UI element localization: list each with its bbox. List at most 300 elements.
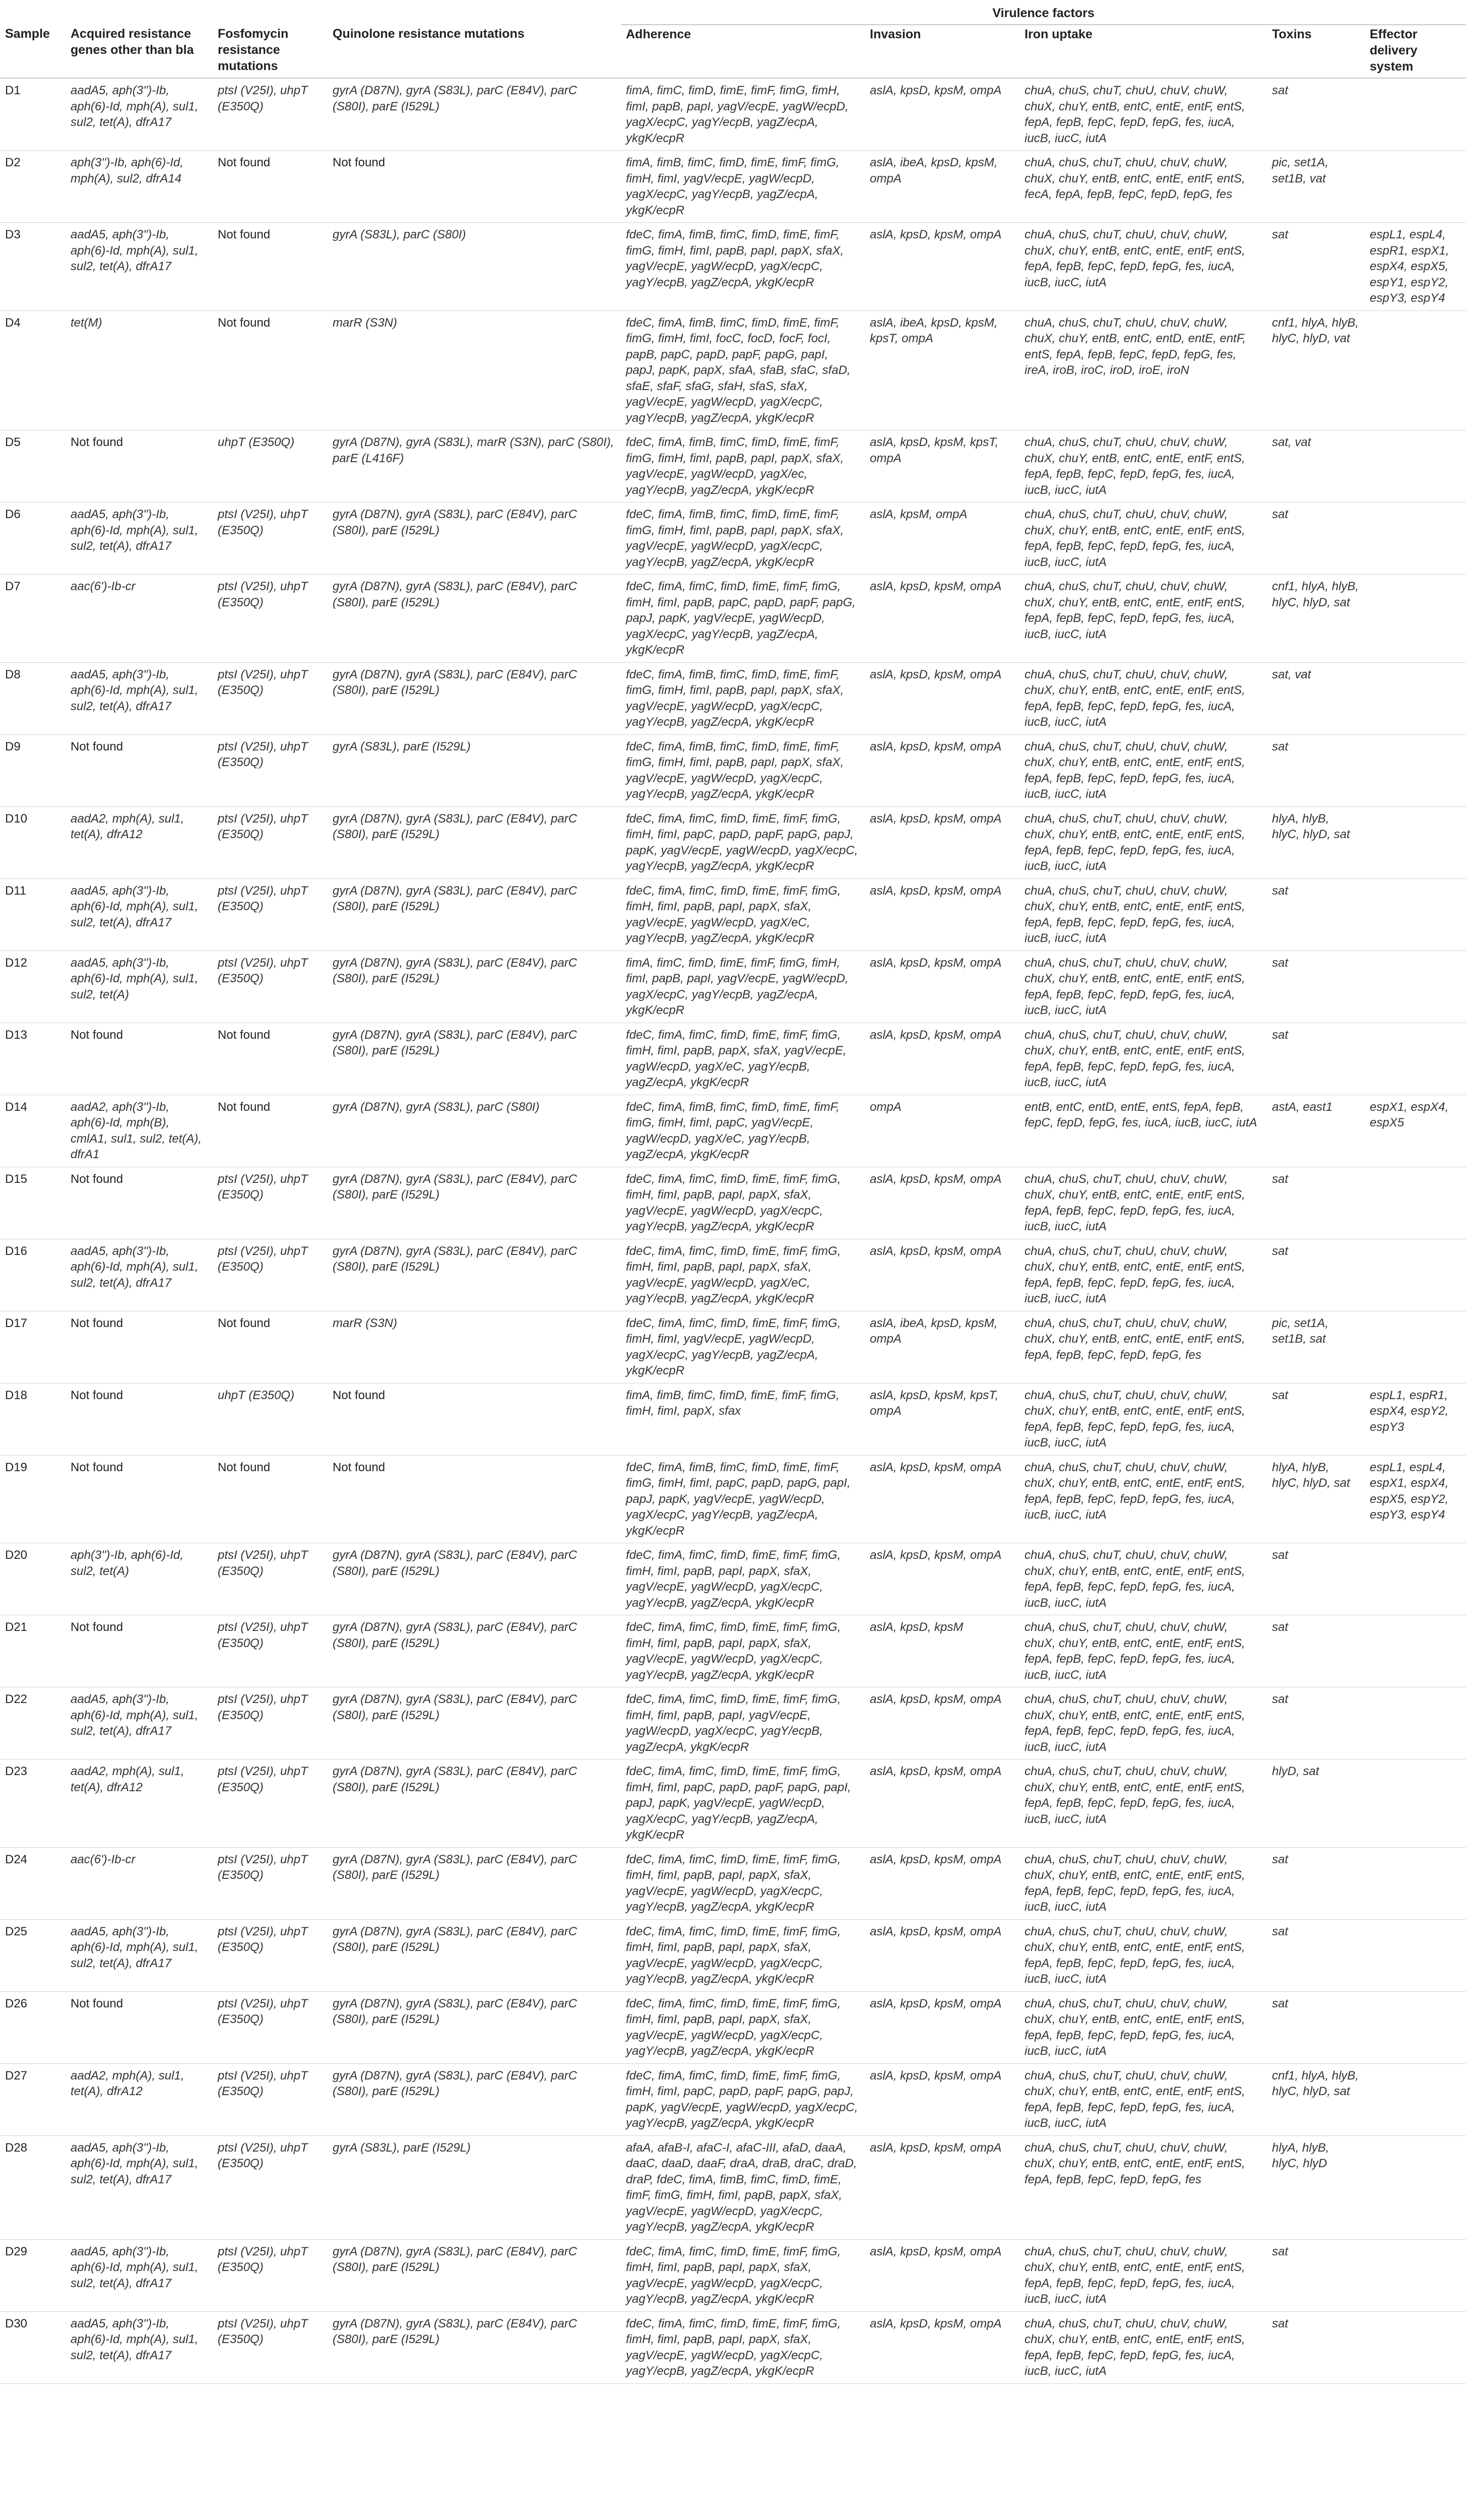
cell-sample: D12 bbox=[0, 951, 66, 1023]
table-row bbox=[0, 1383, 1466, 1455]
cell-effector bbox=[1365, 951, 1466, 1023]
cell-sample: D27 bbox=[0, 2063, 66, 2135]
cell-iron-uptake: chuA, chuS, chuT, chuU, chuV, chuW, chuX, chuY, entB, entC, entE, entF, entS, fepA, fepB, fepC, fepD, fepG, fes, iucA, iucB, iucC, iutA bbox=[1019, 734, 1267, 806]
cell-fosfomycin: ptsI (V25I), uhpT (E350Q) bbox=[213, 2063, 328, 2135]
cell-sample: D3 bbox=[0, 223, 66, 311]
cell-iron-uptake: chuA, chuS, chuT, chuU, chuV, chuW, chuX, chuY, entB, entC, entE, entF, entS, fepA, fepB, fepC, fepD, fepG, fes, iucA, iucB, iucC, iutA bbox=[1019, 223, 1267, 311]
cell-resistance-genes: tet(M) bbox=[66, 310, 213, 430]
cell-quinolone: gyrA (D87N), gyrA (S83L), parC (E84V), parC (S80I), parE (I529L) bbox=[328, 1991, 621, 2063]
cell-invasion: aslA, kpsD, kpsM, ompA bbox=[865, 662, 1019, 734]
cell-iron-uptake: chuA, chuS, chuT, chuU, chuV, chuW, chuX, chuY, entB, entC, entE, entF, entS, fepA, fepB, fepC, fepD, fepG, fes, iucA, iucB, iucC, iutA bbox=[1019, 951, 1267, 1023]
cell-adherence: fdeC, fimA, fimB, fimC, fimD, fimE, fimF, fimG, fimH, fimI, papB, papI, papX, sfaX, yagV/ecpE, yagW/ecpD, yagX/ecpC, yagY/ecpB, yagZ/ecpA, ykgK/ecpR bbox=[621, 734, 865, 806]
cell-invasion: aslA, kpsD, kpsM, ompA bbox=[865, 575, 1019, 663]
cell-sample: D24 bbox=[0, 1847, 66, 1919]
cell-invasion: aslA, kpsD, kpsM, ompA bbox=[865, 951, 1019, 1023]
table-row bbox=[0, 78, 1466, 151]
cell-toxins: astA, east1 bbox=[1267, 1095, 1365, 1167]
cell-adherence: fimA, fimB, fimC, fimD, fimE, fimF, fimG, fimH, fimI, papX, sfax bbox=[621, 1383, 865, 1455]
cell-toxins: sat bbox=[1267, 878, 1365, 951]
cell-resistance-genes: aadA5, aph(3'')-Ib, aph(6)-Id, mph(A), sul1, sul2, tet(A), dfrA17 bbox=[66, 502, 213, 575]
cell-fosfomycin: ptsI (V25I), uhpT (E350Q) bbox=[213, 2311, 328, 2383]
cell-quinolone: Not found bbox=[328, 1383, 621, 1455]
cell-invasion: aslA, kpsD, kpsM, ompA bbox=[865, 2063, 1019, 2135]
cell-adherence: fimA, fimC, fimD, fimE, fimF, fimG, fimH, fimI, papB, papI, yagV/ecpE, yagW/ecpD, yagX/ecpC, yagY/ecpB, yagZ/ecpA, ykgK/ecpR bbox=[621, 951, 865, 1023]
cell-adherence: fdeC, fimA, fimB, fimC, fimD, fimE, fimF, fimG, fimH, fimI, papB, papI, papX, sfaX, yagV/ecpE, yagW/ecpD, yagX/ecpC, yagY/ecpB, yagZ/ecpA, ykgK/ecpR bbox=[621, 662, 865, 734]
cell-invasion: aslA, kpsD, kpsM, ompA bbox=[865, 1687, 1019, 1759]
cell-iron-uptake: chuA, chuS, chuT, chuU, chuV, chuW, chuX, chuY, entB, entC, entE, entF, entS, fepA, fepB, fepC, fepD, fepG, fes, iucA, iucB, iucC, iutA bbox=[1019, 575, 1267, 663]
cell-fosfomycin: Not found bbox=[213, 1311, 328, 1383]
cell-fosfomycin: ptsI (V25I), uhpT (E350Q) bbox=[213, 806, 328, 878]
cell-iron-uptake: entB, entC, entD, entE, entS, fepA, fepB, fepC, fepD, fepG, fes, iucA, iucB, iucC, iutA bbox=[1019, 1095, 1267, 1167]
cell-resistance-genes: aadA5, aph(3'')-Ib, aph(6)-Id, mph(A), sul1, sul2, tet(A), dfrA17 bbox=[66, 2239, 213, 2311]
cell-resistance-genes: Not found bbox=[66, 734, 213, 806]
cell-adherence: fdeC, fimA, fimC, fimD, fimE, fimF, fimG, fimH, fimI, papC, papD, papF, papG, papJ, papK, yagV/ecpE, yagW/ecpD, yagX/ecpC, yagY/ecpB, yagZ/ecpA, ykgK/ecpR bbox=[621, 2063, 865, 2135]
cell-fosfomycin: Not found bbox=[213, 1023, 328, 1095]
cell-invasion: aslA, kpsD, kpsM bbox=[865, 1615, 1019, 1687]
cell-resistance-genes: aadA5, aph(3'')-Ib, aph(6)-Id, mph(A), sul1, sul2, tet(A), dfrA17 bbox=[66, 1919, 213, 1991]
cell-sample: D9 bbox=[0, 734, 66, 806]
table-row bbox=[0, 1919, 1466, 1991]
cell-adherence: fdeC, fimA, fimC, fimD, fimE, fimF, fimG, fimH, fimI, papB, papI, papX, sfaX, yagV/ecpE, yagW/ecpD, yagX/ecpC, yagY/ecpB, yagZ/ecpA, ykgK/ecpR bbox=[621, 1615, 865, 1687]
cell-fosfomycin: ptsI (V25I), uhpT (E350Q) bbox=[213, 78, 328, 151]
cell-adherence: fdeC, fimA, fimB, fimC, fimD, fimE, fimF, fimG, fimH, fimI, papB, papI, papX, sfaX, yagV/ecpE, yagW/ecpD, yagX/ecpC, yagY/ecpB, yagZ/ecpA, ykgK/ecpR bbox=[621, 502, 865, 575]
cell-adherence: fdeC, fimA, fimC, fimD, fimE, fimF, fimG, fimH, fimI, papB, papI, papX, sfaX, yagV/ecpE, yagW/ecpD, yagX/eC, yagY/ecpB, yagZ/ecpA, ykgK/ecpR bbox=[621, 878, 865, 951]
cell-effector bbox=[1365, 1239, 1466, 1311]
cell-fosfomycin: ptsI (V25I), uhpT (E350Q) bbox=[213, 1991, 328, 2063]
header-adherence: Adherence bbox=[621, 25, 865, 78]
cell-quinolone: Not found bbox=[328, 1455, 621, 1543]
cell-toxins: pic, set1A, set1B, vat bbox=[1267, 151, 1365, 223]
cell-iron-uptake: chuA, chuS, chuT, chuU, chuV, chuW, chuX, chuY, entB, entC, entE, entF, entS, fepA, fepB, fepC, fepD, fepG, fes, iucA, iucB, iucC, iutA bbox=[1019, 2239, 1267, 2311]
cell-quinolone: gyrA (S83L), parE (I529L) bbox=[328, 734, 621, 806]
cell-toxins: sat bbox=[1267, 1919, 1365, 1991]
cell-iron-uptake: chuA, chuS, chuT, chuU, chuV, chuW, chuX, chuY, entB, entC, entE, entF, entS, fepA, fepB, fepC, fepD, fepG, fes, iucA, iucB, iucC, iutA bbox=[1019, 1455, 1267, 1543]
cell-iron-uptake: chuA, chuS, chuT, chuU, chuV, chuW, chuX, chuY, entB, entC, entE, entF, entS, fepA, fepB, fepC, fepD, fepG, fes bbox=[1019, 1311, 1267, 1383]
cell-sample: D5 bbox=[0, 430, 66, 502]
cell-adherence: fdeC, fimA, fimC, fimD, fimE, fimF, fimG, fimH, fimI, papB, papI, yagV/ecpE, yagW/ecpD, yagX/ecpC, yagY/ecpB, yagZ/ecpA, ykgK/ecpR bbox=[621, 1687, 865, 1759]
cell-resistance-genes: aadA2, mph(A), sul1, tet(A), dfrA12 bbox=[66, 2063, 213, 2135]
header-acquired-resistance: Acquired resistance genes other than bla bbox=[66, 25, 213, 78]
table-row bbox=[0, 878, 1466, 951]
cell-adherence: fdeC, fimA, fimB, fimC, fimD, fimE, fimF, fimG, fimH, fimI, papC, papD, papG, papI, papJ, papK, yagV/ecpE, yagW/ecpD, yagX/ecpC, yagY/ecpB, yagZ/ecpA, ykgK/ecpR bbox=[621, 1455, 865, 1543]
cell-invasion: aslA, kpsD, kpsM, ompA bbox=[865, 1455, 1019, 1543]
cell-iron-uptake: chuA, chuS, chuT, chuU, chuV, chuW, chuX, chuY, entB, entC, entE, entF, entS, fepA, fepB, fepC, fepD, fepG, fes, iucA, iucB, iucC, iutA bbox=[1019, 1759, 1267, 1848]
cell-toxins: cnf1, hlyA, hlyB, hlyC, hlyD, sat bbox=[1267, 2063, 1365, 2135]
table-row bbox=[0, 1167, 1466, 1239]
cell-effector bbox=[1365, 502, 1466, 575]
virulence-factors-header: Virulence factors bbox=[621, 4, 1466, 25]
cell-iron-uptake: chuA, chuS, chuT, chuU, chuV, chuW, chuX, chuY, entB, entC, entE, entF, entS, fepA, fepB, fepC, fepD, fepG, fes, iucA, iucB, iucC, iutA bbox=[1019, 1919, 1267, 1991]
cell-effector: espL1, espR1, espX4, espY2, espY3 bbox=[1365, 1383, 1466, 1455]
cell-resistance-genes: Not found bbox=[66, 1167, 213, 1239]
cell-quinolone: gyrA (S83L), parE (I529L) bbox=[328, 2135, 621, 2239]
cell-resistance-genes: aadA2, mph(A), sul1, tet(A), dfrA12 bbox=[66, 1759, 213, 1848]
table-body bbox=[0, 78, 1466, 2383]
cell-invasion: aslA, kpsD, kpsM, ompA bbox=[865, 1543, 1019, 1615]
cell-iron-uptake: chuA, chuS, chuT, chuU, chuV, chuW, chuX, chuY, entB, entC, entE, entF, entS, fepA, fepB, fepC, fepD, fepG, fes, iucA, iucB, iucC, iutA bbox=[1019, 1383, 1267, 1455]
cell-sample: D17 bbox=[0, 1311, 66, 1383]
cell-resistance-genes: aadA5, aph(3'')-Ib, aph(6)-Id, mph(A), sul1, sul2, tet(A), dfrA17 bbox=[66, 2135, 213, 2239]
header-toxins: Toxins bbox=[1267, 25, 1365, 78]
cell-sample: D22 bbox=[0, 1687, 66, 1759]
cell-fosfomycin: ptsI (V25I), uhpT (E350Q) bbox=[213, 1167, 328, 1239]
cell-toxins: sat bbox=[1267, 1991, 1365, 2063]
cell-sample: D16 bbox=[0, 1239, 66, 1311]
cell-invasion: aslA, kpsD, kpsM, kpsT, ompA bbox=[865, 430, 1019, 502]
table-row bbox=[0, 806, 1466, 878]
header-invasion: Invasion bbox=[865, 25, 1019, 78]
cell-resistance-genes: aadA5, aph(3'')-Ib, aph(6)-Id, mph(A), sul1, sul2, tet(A), dfrA17 bbox=[66, 878, 213, 951]
cell-quinolone: gyrA (D87N), gyrA (S83L), parC (S80I) bbox=[328, 1095, 621, 1167]
cell-iron-uptake: chuA, chuS, chuT, chuU, chuV, chuW, chuX, chuY, entB, entC, entD, entE, entF, entS, fepA, fepB, fepC, fepD, fepG, fes, ireA, iroB, iroC, iroD, iroE, iroN bbox=[1019, 310, 1267, 430]
cell-iron-uptake: chuA, chuS, chuT, chuU, chuV, chuW, chuX, chuY, entB, entC, entE, entF, entS, fepA, fepB, fepC, fepD, fepG, fes, iucA, iucB, iucC, iutA bbox=[1019, 1615, 1267, 1687]
cell-fosfomycin: Not found bbox=[213, 1455, 328, 1543]
cell-toxins: sat bbox=[1267, 502, 1365, 575]
cell-quinolone: gyrA (D87N), gyrA (S83L), parC (E84V), parC (S80I), parE (I529L) bbox=[328, 1167, 621, 1239]
table-row bbox=[0, 223, 1466, 311]
cell-toxins: sat bbox=[1267, 734, 1365, 806]
cell-sample: D2 bbox=[0, 151, 66, 223]
cell-quinolone: gyrA (D87N), gyrA (S83L), parC (E84V), parC (S80I), parE (I529L) bbox=[328, 1759, 621, 1848]
cell-toxins: sat bbox=[1267, 1543, 1365, 1615]
table-row bbox=[0, 1455, 1466, 1543]
cell-iron-uptake: chuA, chuS, chuT, chuU, chuV, chuW, chuX, chuY, entB, entC, entE, entF, entS, fepA, fepB, fepC, fepD, fepG, fes, iucA, iucB, iucC, iutA bbox=[1019, 2311, 1267, 2383]
cell-toxins: sat, vat bbox=[1267, 662, 1365, 734]
cell-sample: D13 bbox=[0, 1023, 66, 1095]
cell-fosfomycin: ptsI (V25I), uhpT (E350Q) bbox=[213, 878, 328, 951]
cell-quinolone: gyrA (D87N), gyrA (S83L), parC (E84V), parC (S80I), parE (I529L) bbox=[328, 806, 621, 878]
cell-fosfomycin: ptsI (V25I), uhpT (E350Q) bbox=[213, 502, 328, 575]
cell-quinolone: gyrA (D87N), gyrA (S83L), parC (E84V), parC (S80I), parE (I529L) bbox=[328, 878, 621, 951]
cell-invasion: aslA, kpsD, kpsM, ompA bbox=[865, 1023, 1019, 1095]
table-row bbox=[0, 2063, 1466, 2135]
cell-effector bbox=[1365, 1311, 1466, 1383]
column-header-row bbox=[0, 25, 1466, 78]
cell-quinolone: gyrA (D87N), gyrA (S83L), parC (E84V), parC (S80I), parE (I529L) bbox=[328, 2311, 621, 2383]
cell-resistance-genes: aac(6')-Ib-cr bbox=[66, 1847, 213, 1919]
cell-effector bbox=[1365, 1759, 1466, 1848]
cell-fosfomycin: uhpT (E350Q) bbox=[213, 1383, 328, 1455]
cell-sample: D21 bbox=[0, 1615, 66, 1687]
cell-toxins: sat bbox=[1267, 1383, 1365, 1455]
cell-effector bbox=[1365, 662, 1466, 734]
table-row bbox=[0, 1095, 1466, 1167]
cell-iron-uptake: chuA, chuS, chuT, chuU, chuV, chuW, chuX, chuY, entB, entC, entE, entF, entS, fepA, fepB, fepC, fepD, fepG, fes, iucA, iucB, iucC, iutA bbox=[1019, 1991, 1267, 2063]
cell-adherence: fimA, fimB, fimC, fimD, fimE, fimF, fimG, fimH, fimI, yagV/ecpE, yagW/ecpD, yagX/ecpC, yagY/ecpB, yagZ/ecpA, ykgK/ecpR bbox=[621, 151, 865, 223]
cell-invasion: aslA, kpsD, kpsM, ompA bbox=[865, 1239, 1019, 1311]
cell-toxins: hlyA, hlyB, hlyC, hlyD bbox=[1267, 2135, 1365, 2239]
cell-fosfomycin: ptsI (V25I), uhpT (E350Q) bbox=[213, 1919, 328, 1991]
cell-fosfomycin: ptsI (V25I), uhpT (E350Q) bbox=[213, 734, 328, 806]
table-row bbox=[0, 1311, 1466, 1383]
cell-toxins: hlyA, hlyB, hlyC, hlyD, sat bbox=[1267, 806, 1365, 878]
cell-resistance-genes: aadA5, aph(3'')-Ib, aph(6)-Id, mph(A), sul1, sul2, tet(A), dfrA17 bbox=[66, 223, 213, 311]
cell-quinolone: marR (S3N) bbox=[328, 310, 621, 430]
cell-toxins: sat bbox=[1267, 1239, 1365, 1311]
cell-adherence: fdeC, fimA, fimB, fimC, fimD, fimE, fimF, fimG, fimH, fimI, focC, focD, focF, focI, papB, papC, papD, papF, papG, papI, papJ, papK, papX, sfaA, sfaB, sfaC, sfaD, sfaE, sfaF, sfaG, sfaH, sfaS, sfaX, yagV/ecpE, yagW/ecpD, yagX/ecpC, yagY/ecpB, yagZ/ecpA, ykgK/ecpR bbox=[621, 310, 865, 430]
cell-sample: D4 bbox=[0, 310, 66, 430]
cell-sample: D20 bbox=[0, 1543, 66, 1615]
cell-effector bbox=[1365, 430, 1466, 502]
cell-resistance-genes: aac(6')-Ib-cr bbox=[66, 575, 213, 663]
cell-effector bbox=[1365, 806, 1466, 878]
header-effector-delivery: Effector delivery system bbox=[1365, 25, 1466, 78]
cell-adherence: fdeC, fimA, fimC, fimD, fimE, fimF, fimG, fimH, fimI, papB, papC, papD, papF, papG, papJ, papK, yagV/ecpE, yagW/ecpD, yagX/ecpC, yagY/ecpB, yagZ/ecpA, ykgK/ecpR bbox=[621, 575, 865, 663]
cell-toxins: pic, set1A, set1B, sat bbox=[1267, 1311, 1365, 1383]
table-row bbox=[0, 310, 1466, 430]
cell-resistance-genes: Not found bbox=[66, 1311, 213, 1383]
cell-fosfomycin: Not found bbox=[213, 310, 328, 430]
cell-effector bbox=[1365, 2135, 1466, 2239]
cell-toxins: sat bbox=[1267, 1615, 1365, 1687]
cell-resistance-genes: aadA5, aph(3'')-Ib, aph(6)-Id, mph(A), sul1, sul2, tet(A) bbox=[66, 951, 213, 1023]
table-row bbox=[0, 1615, 1466, 1687]
cell-invasion: aslA, kpsD, kpsM, ompA bbox=[865, 1167, 1019, 1239]
cell-adherence: fdeC, fimA, fimB, fimC, fimD, fimE, fimF, fimG, fimH, fimI, papC, yagV/ecpE, yagW/ecpD, yagX/eC, yagY/ecpB, yagZ/ecpA, ykgK/ecpR bbox=[621, 1095, 865, 1167]
cell-sample: D7 bbox=[0, 575, 66, 663]
cell-iron-uptake: chuA, chuS, chuT, chuU, chuV, chuW, chuX, chuY, entB, entC, entE, entF, entS, fepA, fepB, fepC, fepD, fepG, fes bbox=[1019, 2135, 1267, 2239]
cell-resistance-genes: Not found bbox=[66, 1615, 213, 1687]
cell-sample: D11 bbox=[0, 878, 66, 951]
table-row bbox=[0, 1847, 1466, 1919]
cell-resistance-genes: aph(3'')-Ib, aph(6)-Id, sul2, tet(A) bbox=[66, 1543, 213, 1615]
cell-quinolone: gyrA (D87N), gyrA (S83L), parC (E84V), parC (S80I), parE (I529L) bbox=[328, 1023, 621, 1095]
cell-adherence: fdeC, fimA, fimC, fimD, fimE, fimF, fimG, fimH, fimI, papB, papI, papX, sfaX, yagV/ecpE, yagW/ecpD, yagX/ecpC, yagY/ecpB, yagZ/ecpA, ykgK/ecpR bbox=[621, 1919, 865, 1991]
cell-adherence: fimA, fimC, fimD, fimE, fimF, fimG, fimH, fimI, papB, papI, yagV/ecpE, yagW/ecpD, yagX/ecpC, yagY/ecpB, yagZ/ecpA, ykgK/ecpR bbox=[621, 78, 865, 151]
cell-sample: D6 bbox=[0, 502, 66, 575]
cell-invasion: aslA, kpsD, kpsM, ompA bbox=[865, 1847, 1019, 1919]
cell-iron-uptake: chuA, chuS, chuT, chuU, chuV, chuW, chuX, chuY, entB, entC, entE, entF, entS, fepA, fepB, fepC, fepD, fepG, fes, iucA, iucB, iucC, iutA bbox=[1019, 1543, 1267, 1615]
cell-fosfomycin: Not found bbox=[213, 223, 328, 311]
cell-adherence: afaA, afaB-I, afaC-I, afaC-III, afaD, daaA, daaC, daaD, daaF, draA, draB, draC, draD, draP, fdeC, fimA, fimB, fimC, fimD, fimE, fimF, fimG, fimH, fimI, papB, papX, sfaX, yagV/ecpE, yagW/ecpD, yagX/ecpC, yagY/ecpB, yagZ/ecpA, ykgK/ecpR bbox=[621, 2135, 865, 2239]
cell-resistance-genes: aadA5, aph(3'')-Ib, aph(6)-Id, mph(A), sul1, sul2, tet(A), dfrA17 bbox=[66, 1239, 213, 1311]
cell-iron-uptake: chuA, chuS, chuT, chuU, chuV, chuW, chuX, chuY, entB, entC, entE, entF, entS, fepA, fepB, fepC, fepD, fepG, fes, iucA, iucB, iucC, iutA bbox=[1019, 2063, 1267, 2135]
cell-toxins: sat bbox=[1267, 1687, 1365, 1759]
cell-effector bbox=[1365, 151, 1466, 223]
cell-iron-uptake: chuA, chuS, chuT, chuU, chuV, chuW, chuX, chuY, entB, entC, entE, entF, entS, fepA, fepB, fepC, fepD, fepG, fes, iucA, iucB, iucC, iutA bbox=[1019, 1167, 1267, 1239]
cell-resistance-genes: aadA5, aph(3'')-Ib, aph(6)-Id, mph(A), sul1, sul2, tet(A), dfrA17 bbox=[66, 78, 213, 151]
cell-invasion: aslA, kpsD, kpsM, ompA bbox=[865, 806, 1019, 878]
cell-effector bbox=[1365, 2239, 1466, 2311]
cell-adherence: fdeC, fimA, fimC, fimD, fimE, fimF, fimG, fimH, fimI, papB, papI, papX, sfaX, yagV/ecpE, yagW/ecpD, yagX/ecpC, yagY/ecpB, yagZ/ecpA, ykgK/ecpR bbox=[621, 2239, 865, 2311]
cell-fosfomycin: ptsI (V25I), uhpT (E350Q) bbox=[213, 1847, 328, 1919]
table-row bbox=[0, 734, 1466, 806]
cell-effector bbox=[1365, 2311, 1466, 2383]
cell-resistance-genes: aph(3'')-Ib, aph(6)-Id, mph(A), sul2, dfrA14 bbox=[66, 151, 213, 223]
table-row bbox=[0, 1543, 1466, 1615]
table-row bbox=[0, 662, 1466, 734]
cell-iron-uptake: chuA, chuS, chuT, chuU, chuV, chuW, chuX, chuY, entB, entC, entE, entF, entS, fepA, fepB, fepC, fepD, fepG, fes, iucA, iucB, iucC, iutA bbox=[1019, 78, 1267, 151]
cell-sample: D10 bbox=[0, 806, 66, 878]
cell-iron-uptake: chuA, chuS, chuT, chuU, chuV, chuW, chuX, chuY, entB, entC, entE, entF, entS, fepA, fepB, fepC, fepD, fepG, fes, iucA, iucB, iucC, iutA bbox=[1019, 878, 1267, 951]
cell-effector bbox=[1365, 734, 1466, 806]
cell-effector bbox=[1365, 78, 1466, 151]
table-row bbox=[0, 1687, 1466, 1759]
cell-iron-uptake: chuA, chuS, chuT, chuU, chuV, chuW, chuX, chuY, entB, entC, entE, entF, entS, fepA, fepB, fepC, fepD, fepG, fes, iucA, iucB, iucC, iutA bbox=[1019, 662, 1267, 734]
cell-quinolone: gyrA (D87N), gyrA (S83L), parC (E84V), parC (S80I), parE (I529L) bbox=[328, 951, 621, 1023]
cell-effector bbox=[1365, 310, 1466, 430]
cell-fosfomycin: ptsI (V25I), uhpT (E350Q) bbox=[213, 951, 328, 1023]
cell-quinolone: gyrA (D87N), gyrA (S83L), parC (E84V), parC (S80I), parE (I529L) bbox=[328, 1239, 621, 1311]
cell-invasion: aslA, ibeA, kpsD, kpsM, kpsT, ompA bbox=[865, 310, 1019, 430]
cell-resistance-genes: Not found bbox=[66, 1023, 213, 1095]
cell-invasion: aslA, kpsD, kpsM, ompA bbox=[865, 2311, 1019, 2383]
cell-toxins: cnf1, hlyA, hlyB, hlyC, hlyD, sat bbox=[1267, 575, 1365, 663]
cell-fosfomycin: Not found bbox=[213, 1095, 328, 1167]
cell-adherence: fdeC, fimA, fimC, fimD, fimE, fimF, fimG, fimH, fimI, papB, papI, papX, sfaX, yagV/ecpE, yagW/ecpD, yagX/ecpC, yagY/ecpB, yagZ/ecpA, ykgK/ecpR bbox=[621, 1991, 865, 2063]
cell-quinolone: gyrA (D87N), gyrA (S83L), parC (E84V), parC (S80I), parE (I529L) bbox=[328, 1919, 621, 1991]
cell-toxins: hlyD, sat bbox=[1267, 1759, 1365, 1848]
cell-effector bbox=[1365, 1991, 1466, 2063]
cell-sample: D30 bbox=[0, 2311, 66, 2383]
cell-effector bbox=[1365, 1023, 1466, 1095]
cell-effector bbox=[1365, 878, 1466, 951]
cell-invasion: aslA, ibeA, kpsD, kpsM, ompA bbox=[865, 151, 1019, 223]
cell-resistance-genes: aadA5, aph(3'')-Ib, aph(6)-Id, mph(A), sul1, sul2, tet(A), dfrA17 bbox=[66, 1687, 213, 1759]
cell-effector bbox=[1365, 1687, 1466, 1759]
cell-sample: D8 bbox=[0, 662, 66, 734]
cell-invasion: aslA, kpsD, kpsM, ompA bbox=[865, 1759, 1019, 1848]
cell-adherence: fdeC, fimA, fimC, fimD, fimE, fimF, fimG, fimH, fimI, papB, papI, papX, sfaX, yagV/ecpE, yagW/ecpD, yagX/ecpC, yagY/ecpB, yagZ/ecpA, ykgK/ecpR bbox=[621, 1847, 865, 1919]
cell-quinolone: gyrA (D87N), gyrA (S83L), parC (E84V), parC (S80I), parE (I529L) bbox=[328, 1687, 621, 1759]
cell-iron-uptake: chuA, chuS, chuT, chuU, chuV, chuW, chuX, chuY, entB, entC, entE, entF, entS, fepA, fepB, fepC, fepD, fepG, fes, iucA, iucB, iucC, iutA bbox=[1019, 1023, 1267, 1095]
cell-sample: D25 bbox=[0, 1919, 66, 1991]
cell-resistance-genes: aadA5, aph(3'')-Ib, aph(6)-Id, mph(A), sul1, sul2, tet(A), dfrA17 bbox=[66, 2311, 213, 2383]
cell-adherence: fdeC, fimA, fimC, fimD, fimE, fimF, fimG, fimH, fimI, papB, papI, papX, sfaX, yagV/ecpE, yagW/ecpD, yagX/ecpC, yagY/ecpB, yagZ/ecpA, ykgK/ecpR bbox=[621, 1167, 865, 1239]
cell-invasion: aslA, kpsD, kpsM, ompA bbox=[865, 2239, 1019, 2311]
cell-sample: D19 bbox=[0, 1455, 66, 1543]
cell-toxins: hlyA, hlyB, hlyC, hlyD, sat bbox=[1267, 1455, 1365, 1543]
cell-quinolone: gyrA (D87N), gyrA (S83L), parC (E84V), parC (S80I), parE (I529L) bbox=[328, 78, 621, 151]
cell-fosfomycin: ptsI (V25I), uhpT (E350Q) bbox=[213, 1543, 328, 1615]
cell-quinolone: gyrA (D87N), gyrA (S83L), parC (E84V), parC (S80I), parE (I529L) bbox=[328, 1615, 621, 1687]
cell-quinolone: Not found bbox=[328, 151, 621, 223]
cell-effector: espL1, espL4, espX1, espX4, espX5, espY2, espY3, espY4 bbox=[1365, 1455, 1466, 1543]
cell-fosfomycin: ptsI (V25I), uhpT (E350Q) bbox=[213, 1239, 328, 1311]
cell-iron-uptake: chuA, chuS, chuT, chuU, chuV, chuW, chuX, chuY, entB, entC, entE, entF, entS, fepA, fepB, fepC, fepD, fepG, fes, iucA, iucB, iucC, iutA bbox=[1019, 430, 1267, 502]
cell-sample: D15 bbox=[0, 1167, 66, 1239]
table-row bbox=[0, 2311, 1466, 2383]
cell-fosfomycin: ptsI (V25I), uhpT (E350Q) bbox=[213, 1759, 328, 1848]
table-row bbox=[0, 951, 1466, 1023]
cell-invasion: aslA, kpsD, kpsM, ompA bbox=[865, 2135, 1019, 2239]
cell-effector bbox=[1365, 1615, 1466, 1687]
cell-resistance-genes: aadA2, aph(3'')-Ib, aph(6)-Id, mph(B), cmlA1, sul1, sul2, tet(A), dfrA1 bbox=[66, 1095, 213, 1167]
header-iron-uptake: Iron uptake bbox=[1019, 25, 1267, 78]
cell-quinolone: gyrA (D87N), gyrA (S83L), parC (E84V), parC (S80I), parE (I529L) bbox=[328, 575, 621, 663]
cell-adherence: fdeC, fimA, fimC, fimD, fimE, fimF, fimG, fimH, fimI, papB, papI, papX, sfaX, yagV/ecpE, yagW/ecpD, yagX/ecpC, yagY/ecpB, yagZ/ecpA, ykgK/ecpR bbox=[621, 2311, 865, 2383]
table-row bbox=[0, 575, 1466, 663]
cell-iron-uptake: chuA, chuS, chuT, chuU, chuV, chuW, chuX, chuY, entB, entC, entE, entF, entS, fepA, fepB, fepC, fepD, fepG, fes, iucA, iucB, iucC, iutA bbox=[1019, 502, 1267, 575]
cell-effector bbox=[1365, 1543, 1466, 1615]
cell-invasion: aslA, kpsD, kpsM, ompA bbox=[865, 878, 1019, 951]
cell-invasion: aslA, kpsD, kpsM, ompA bbox=[865, 734, 1019, 806]
table-row bbox=[0, 430, 1466, 502]
cell-adherence: fdeC, fimA, fimC, fimD, fimE, fimF, fimG, fimH, fimI, papB, papI, papX, sfaX, yagV/ecpE, yagW/ecpD, yagX/eC, yagY/ecpB, yagZ/ecpA, ykgK/ecpR bbox=[621, 1239, 865, 1311]
cell-quinolone: gyrA (D87N), gyrA (S83L), parC (E84V), parC (S80I), parE (I529L) bbox=[328, 2063, 621, 2135]
cell-invasion: aslA, kpsD, kpsM, ompA bbox=[865, 1991, 1019, 2063]
cell-invasion: aslA, kpsM, ompA bbox=[865, 502, 1019, 575]
cell-quinolone: marR (S3N) bbox=[328, 1311, 621, 1383]
cell-toxins: sat bbox=[1267, 1023, 1365, 1095]
cell-quinolone: gyrA (D87N), gyrA (S83L), parC (E84V), parC (S80I), parE (I529L) bbox=[328, 502, 621, 575]
cell-effector: espX1, espX4, espX5 bbox=[1365, 1095, 1466, 1167]
cell-fosfomycin: ptsI (V25I), uhpT (E350Q) bbox=[213, 575, 328, 663]
cell-sample: D28 bbox=[0, 2135, 66, 2239]
cell-adherence: fdeC, fimA, fimC, fimD, fimE, fimF, fimG, fimH, fimI, papB, papI, papX, sfaX, yagV/ecpE, yagW/ecpD, yagX/ecpC, yagY/ecpB, yagZ/ecpA, ykgK/ecpR bbox=[621, 1543, 865, 1615]
cell-effector bbox=[1365, 2063, 1466, 2135]
cell-adherence: fdeC, fimA, fimB, fimC, fimD, fimE, fimF, fimG, fimH, fimI, papB, papI, papX, sfaX, yagV/ecpE, yagW/ecpD, yagX/ecpC, yagY/ecpB, yagZ/ecpA, ykgK/ecpR bbox=[621, 223, 865, 311]
cell-resistance-genes: aadA5, aph(3'')-Ib, aph(6)-Id, mph(A), sul1, sul2, tet(A), dfrA17 bbox=[66, 662, 213, 734]
table-row bbox=[0, 1239, 1466, 1311]
cell-effector bbox=[1365, 1847, 1466, 1919]
cell-fosfomycin: ptsI (V25I), uhpT (E350Q) bbox=[213, 2135, 328, 2239]
cell-fosfomycin: ptsI (V25I), uhpT (E350Q) bbox=[213, 662, 328, 734]
cell-toxins: cnf1, hlyA, hlyB, hlyC, hlyD, vat bbox=[1267, 310, 1365, 430]
cell-resistance-genes: Not found bbox=[66, 1455, 213, 1543]
cell-effector bbox=[1365, 575, 1466, 663]
cell-resistance-genes: Not found bbox=[66, 1991, 213, 2063]
cell-effector bbox=[1365, 1167, 1466, 1239]
cell-quinolone: gyrA (D87N), gyrA (S83L), parC (E84V), parC (S80I), parE (I529L) bbox=[328, 1543, 621, 1615]
cell-adherence: fdeC, fimA, fimC, fimD, fimE, fimF, fimG, fimH, fimI, papC, papD, papF, papG, papI, papJ, papK, yagV/ecpE, yagW/ecpD, yagX/ecpC, yagY/ecpB, yagZ/ecpA, ykgK/ecpR bbox=[621, 1759, 865, 1848]
cell-invasion: aslA, ibeA, kpsD, kpsM, ompA bbox=[865, 1311, 1019, 1383]
cell-fosfomycin: ptsI (V25I), uhpT (E350Q) bbox=[213, 1687, 328, 1759]
cell-invasion: aslA, kpsD, kpsM, ompA bbox=[865, 223, 1019, 311]
table-row bbox=[0, 2239, 1466, 2311]
table-row bbox=[0, 1023, 1466, 1095]
cell-adherence: fdeC, fimA, fimC, fimD, fimE, fimF, fimG, fimH, fimI, papC, papD, papF, papG, papJ, papK, yagV/ecpE, yagW/ecpD, yagX/ecpC, yagY/ecpB, yagZ/ecpA, ykgK/ecpR bbox=[621, 806, 865, 878]
header-fosfomycin: Fosfomycin resistance mutations bbox=[213, 25, 328, 78]
cell-toxins: sat, vat bbox=[1267, 430, 1365, 502]
cell-invasion: aslA, kpsD, kpsM, ompA bbox=[865, 78, 1019, 151]
cell-toxins: sat bbox=[1267, 1167, 1365, 1239]
virulence-resistance-table bbox=[0, 4, 1466, 2384]
cell-toxins: sat bbox=[1267, 2311, 1365, 2383]
table-row bbox=[0, 151, 1466, 223]
cell-invasion: aslA, kpsD, kpsM, kpsT, ompA bbox=[865, 1383, 1019, 1455]
cell-effector bbox=[1365, 1919, 1466, 1991]
cell-fosfomycin: uhpT (E350Q) bbox=[213, 430, 328, 502]
cell-toxins: sat bbox=[1267, 78, 1365, 151]
cell-iron-uptake: chuA, chuS, chuT, chuU, chuV, chuW, chuX, chuY, entB, entC, entE, entF, entS, fecA, fepA, fepB, fepC, fepD, fepG, fes bbox=[1019, 151, 1267, 223]
cell-iron-uptake: chuA, chuS, chuT, chuU, chuV, chuW, chuX, chuY, entB, entC, entE, entF, entS, fepA, fepB, fepC, fepD, fepG, fes, iucA, iucB, iucC, iutA bbox=[1019, 1687, 1267, 1759]
cell-fosfomycin: ptsI (V25I), uhpT (E350Q) bbox=[213, 1615, 328, 1687]
cell-sample: D29 bbox=[0, 2239, 66, 2311]
cell-effector: espL1, espL4, espR1, espX1, espX4, espX5, espY1, espY2, espY3, espY4 bbox=[1365, 223, 1466, 311]
cell-quinolone: gyrA (D87N), gyrA (S83L), parC (E84V), parC (S80I), parE (I529L) bbox=[328, 1847, 621, 1919]
cell-toxins: sat bbox=[1267, 223, 1365, 311]
cell-quinolone: gyrA (D87N), gyrA (S83L), parC (E84V), parC (S80I), parE (I529L) bbox=[328, 662, 621, 734]
cell-invasion: ompA bbox=[865, 1095, 1019, 1167]
cell-fosfomycin: Not found bbox=[213, 151, 328, 223]
cell-quinolone: gyrA (S83L), parC (S80I) bbox=[328, 223, 621, 311]
table-row bbox=[0, 1991, 1466, 2063]
cell-adherence: fdeC, fimA, fimC, fimD, fimE, fimF, fimG, fimH, fimI, yagV/ecpE, yagW/ecpD, yagX/ecpC, yagY/ecpB, yagZ/ecpA, ykgK/ecpR bbox=[621, 1311, 865, 1383]
header-sample: Sample bbox=[0, 25, 66, 78]
header-quinolone: Quinolone resistance mutations bbox=[328, 25, 621, 78]
group-header-row bbox=[0, 4, 1466, 25]
cell-sample: D26 bbox=[0, 1991, 66, 2063]
cell-toxins: sat bbox=[1267, 1847, 1365, 1919]
table-row bbox=[0, 2135, 1466, 2239]
cell-iron-uptake: chuA, chuS, chuT, chuU, chuV, chuW, chuX, chuY, entB, entC, entE, entF, entS, fepA, fepB, fepC, fepD, fepG, fes, iucA, iucB, iucC, iutA bbox=[1019, 806, 1267, 878]
cell-adherence: fdeC, fimA, fimC, fimD, fimE, fimF, fimG, fimH, fimI, papB, papX, sfaX, yagV/ecpE, yagW/ecpD, yagX/eC, yagY/ecpB, yagZ/ecpA, ykgK/ecpR bbox=[621, 1023, 865, 1095]
cell-sample: D23 bbox=[0, 1759, 66, 1848]
cell-resistance-genes: Not found bbox=[66, 430, 213, 502]
cell-resistance-genes: Not found bbox=[66, 1383, 213, 1455]
cell-invasion: aslA, kpsD, kpsM, ompA bbox=[865, 1919, 1019, 1991]
